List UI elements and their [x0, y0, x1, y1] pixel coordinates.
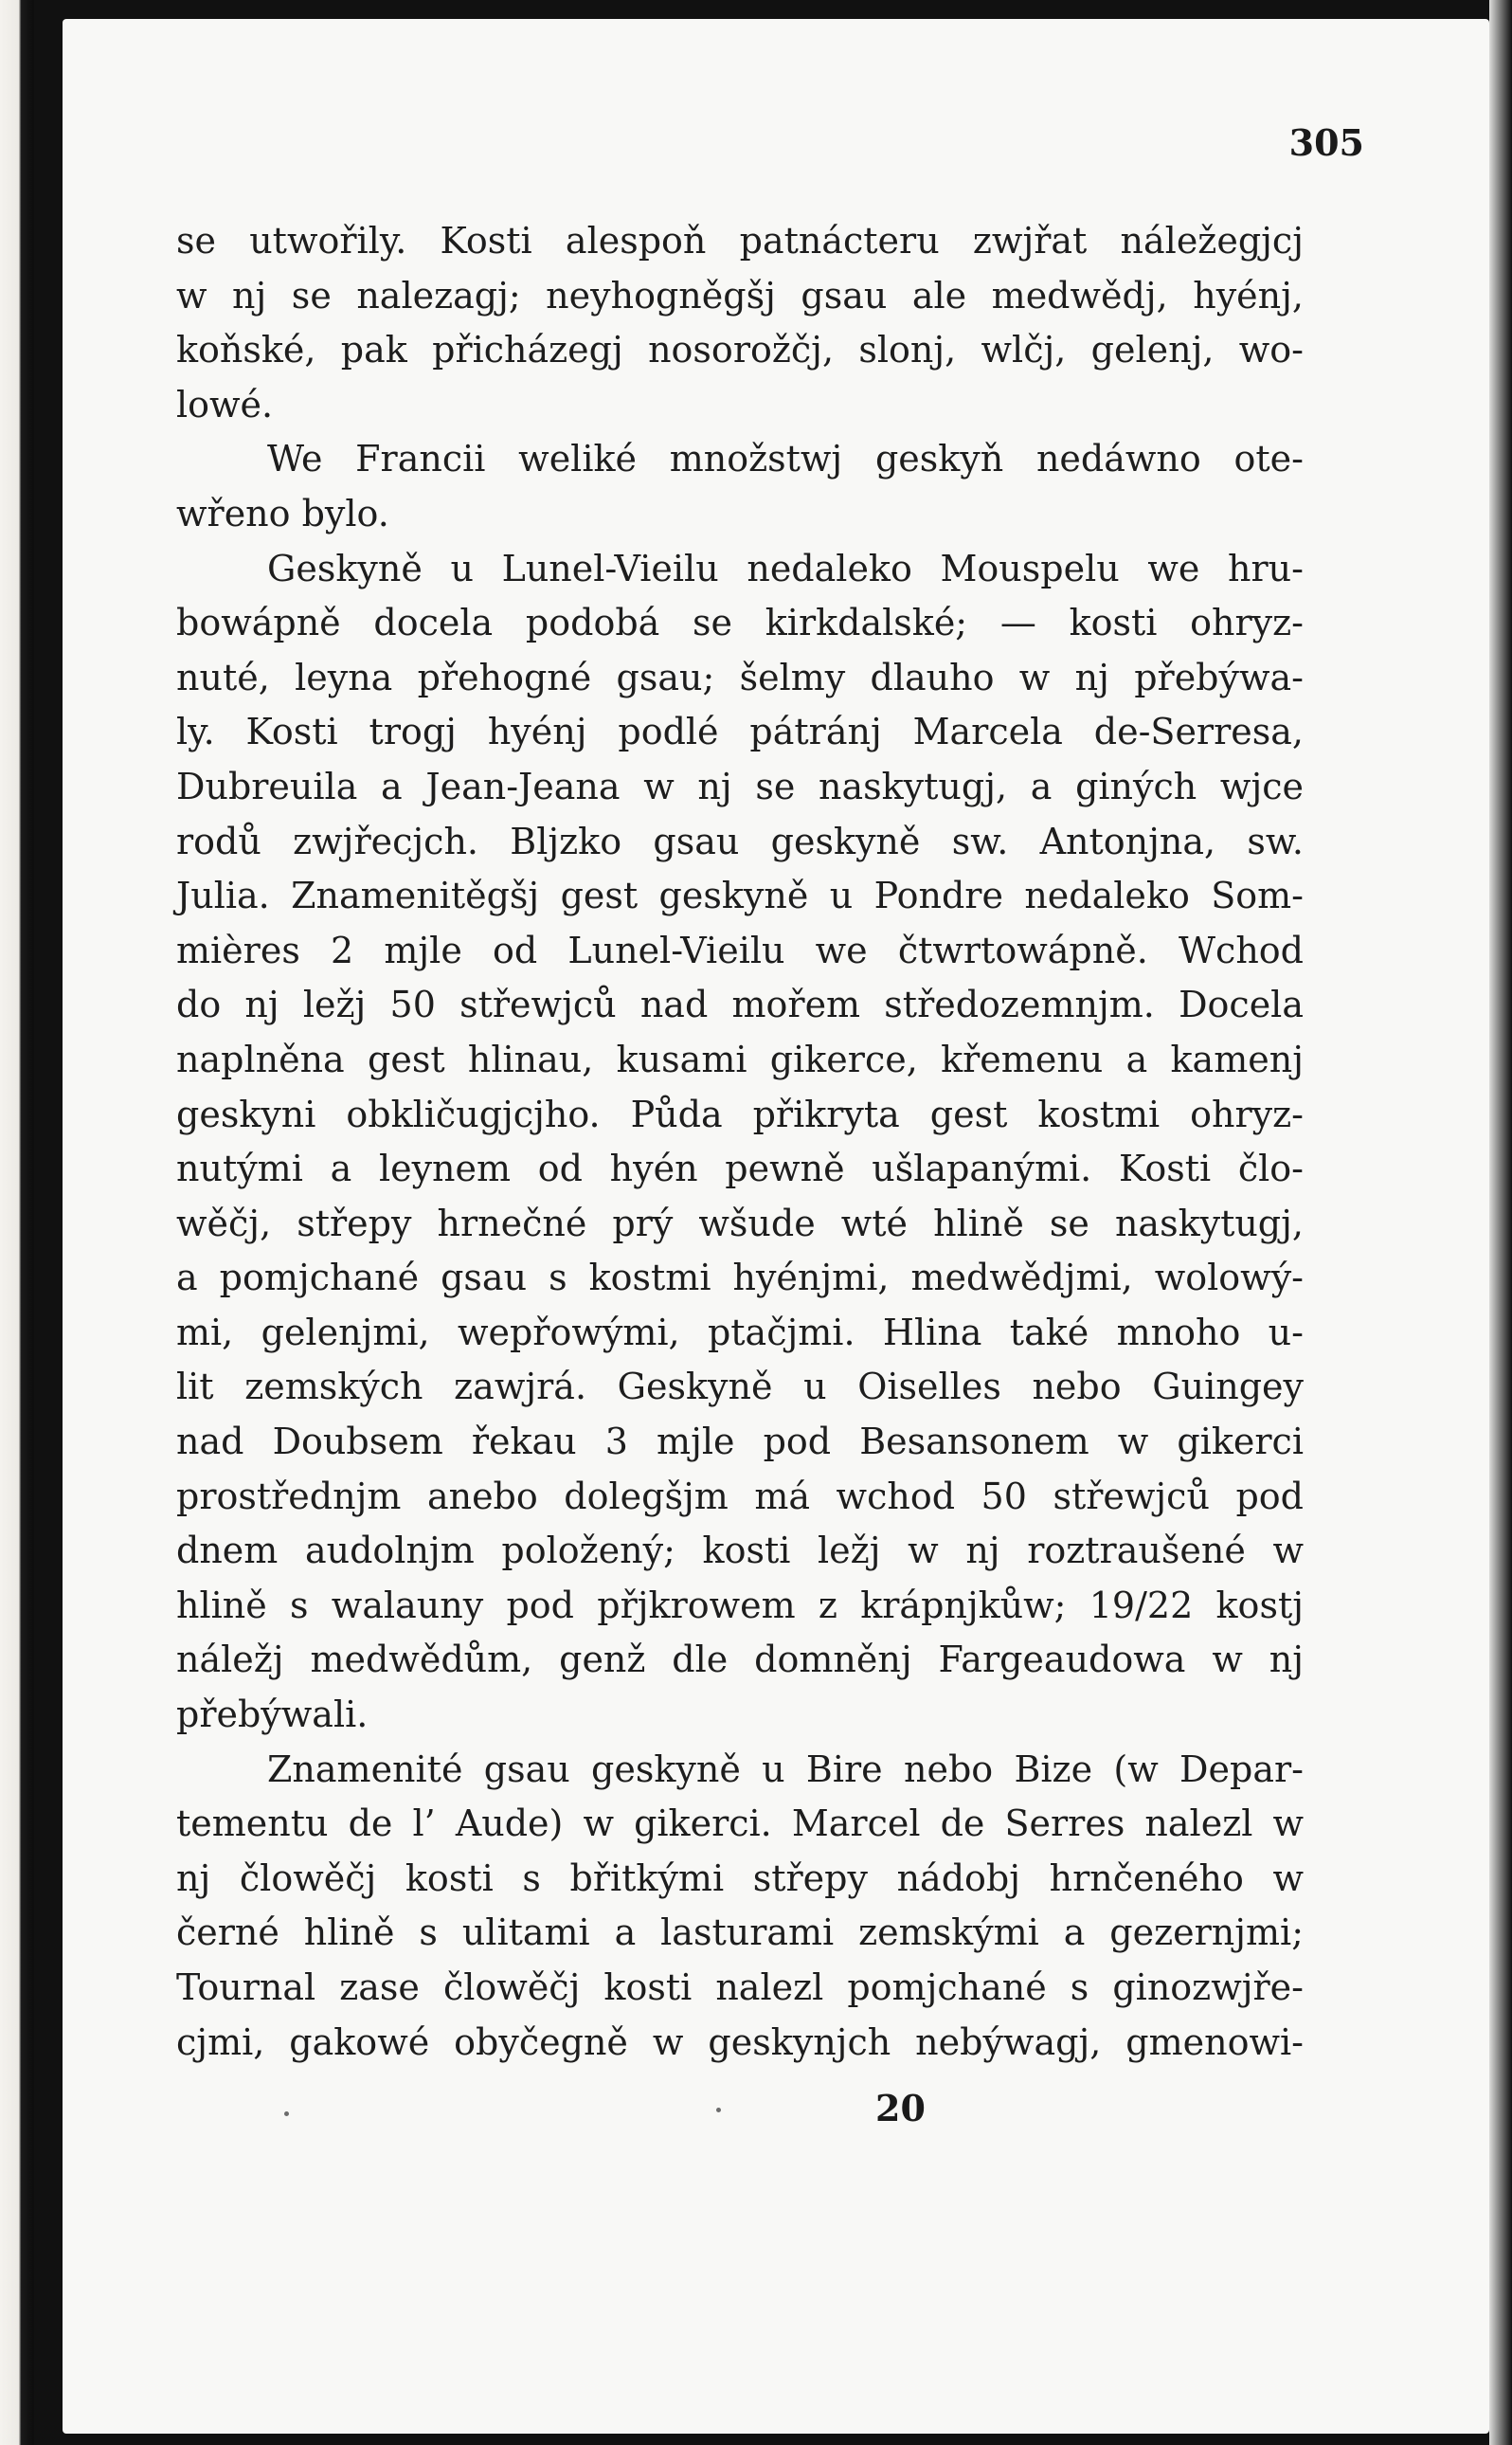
text-line: nad Doubsem řekau 3 mjle pod Besansonem w gikerci	[176, 1421, 1304, 1463]
page-edge-shadow	[1489, 0, 1512, 2445]
text-line: nutými a leynem od hyén pewně ušlapanými. Kosti člo-	[176, 1148, 1304, 1190]
text-line: w nj se nalezagj; neyhogněgšj gsau ale medwědj, hyénj,	[176, 274, 1304, 317]
text-line: We Francii weliké množstwj geskyň nedáwno ote-	[267, 438, 1304, 480]
text-line: mières 2 mjle od Lunel-Vieilu we čtwrtowápně. Wchod	[176, 929, 1304, 971]
text-line: se utwořily. Kosti alespoň patnácteru zwjřat náležegjcj	[176, 220, 1304, 262]
text-line: nj člowěčj kosti s břitkými střepy nádobj hrnčeného w	[176, 1856, 1304, 1899]
text-line: hlině s walauny pod přjkrowem z krápnjkůw; 19/22 kostj	[176, 1584, 1304, 1626]
text-line: cjmi, gakowé obyčegně w geskynjch nebýwagj, gmenowi-	[176, 2020, 1304, 2063]
text-line: Geskyně u Lunel-Vieilu nedaleko Mouspelu we hru-	[267, 547, 1304, 589]
text-line: naplněna gest hlinau, kusami gikerce, křemenu a kamenj	[176, 1038, 1304, 1080]
text-line: wěčj, střepy hrnečné prý wšude wté hlině se naskytugj,	[176, 1202, 1304, 1244]
text-line: přebýwali.	[176, 1693, 369, 1736]
text-line: Tournal zase člowěčj kosti nalezl pomjchané s ginozwjře-	[176, 1966, 1304, 2008]
text-line: Dubreuila a Jean-Jeana w nj se naskytugj, a giných wjce	[176, 765, 1304, 807]
text-line: geskyni obkličugjcjho. Půda přikryta gest kostmi ohryz-	[176, 1093, 1304, 1135]
text-line: Julia. Znamenitěgšj gest geskyně u Pondre nedaleko Som-	[176, 875, 1304, 917]
facing-page-edge	[0, 0, 34, 2445]
text-line: a pomjchané gsau s kostmi hyénjmi, medwědjmi, wolowý-	[176, 1257, 1304, 1299]
print-speck	[284, 2111, 289, 2116]
text-line: ly. Kosti trogj hyénj podlé pátránj Marcela de-Serresa,	[176, 711, 1304, 753]
text-line: náležj medwědům, genž dle domněnj Fargeaudowa w nj	[176, 1639, 1304, 1681]
text-line: mi, gelenjmi, wepřowými, ptačjmi. Hlina také mnoho u-	[176, 1311, 1304, 1353]
text-line: do nj ležj 50 střewjců nad mořem středozemnjm. Docela	[176, 984, 1304, 1026]
text-line: nuté, leyna přehogné gsau; šelmy dlauho w nj přebýwa-	[176, 656, 1304, 698]
text-line: prostřednjm anebo dolegšjm má wchod 50 střewjců pod	[176, 1475, 1304, 1517]
text-line: wřeno bylo.	[176, 492, 389, 534]
body-text	[176, 214, 1304, 2070]
text-line: bowápně docela podobá se kirkdalské; — kosti ohryz-	[176, 602, 1304, 644]
page-number: 305	[1288, 121, 1364, 164]
text-line: tementu de l’ Aude) w gikerci. Marcel de Serres nalezl w	[176, 1802, 1304, 1845]
text-line: rodů zwjřecjch. Bljzko gsau geskyně sw. Antonjna, sw.	[176, 820, 1304, 862]
print-speck	[716, 2108, 721, 2112]
text-line: dnem audolnjm položený; kosti ležj w nj roztraušené w	[176, 1530, 1304, 1572]
signature-mark: 20	[875, 2087, 926, 2129]
text-line: Znamenité gsau geskyně u Bire nebo Bize (w Depar-	[267, 1748, 1304, 1790]
text-line: černé hlině s ulitami a lasturami zemskými a gezernjmi;	[176, 1911, 1304, 1954]
text-line: koňské, pak přicházegj nosorožčj, slonj, wlčj, gelenj, wo-	[176, 329, 1304, 371]
text-line: lowé.	[176, 383, 274, 426]
text-line: lit zemských zawjrá. Geskyně u Oiselles nebo Guingey	[176, 1366, 1304, 1408]
